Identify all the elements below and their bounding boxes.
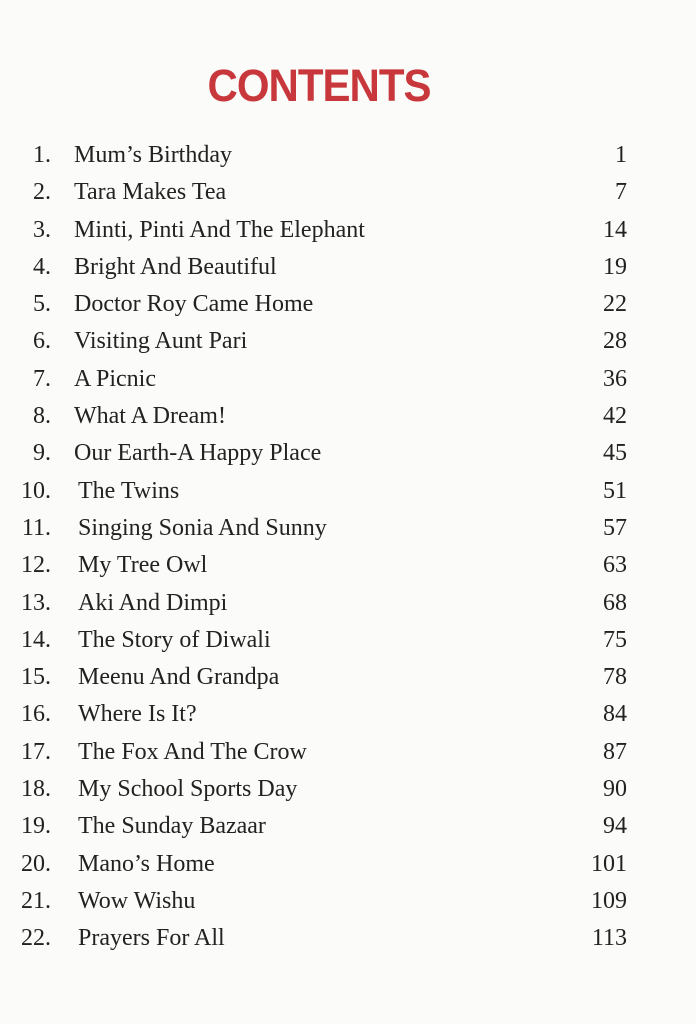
- toc-entry: [0, 659, 696, 696]
- chapter-title: Minti, Pinti And The Elephant: [74, 216, 365, 243]
- page-number: 75: [603, 626, 627, 653]
- page-number: 84: [603, 701, 627, 728]
- chapter-title: The Fox And The Crow: [78, 738, 307, 765]
- chapter-title: Singing Sonia And Sunny: [78, 514, 327, 541]
- toc-entry: [0, 920, 696, 957]
- toc-entry: [0, 510, 696, 547]
- chapter-title: Our Earth-A Happy Place: [74, 440, 322, 467]
- chapter-number: 17.: [21, 738, 51, 765]
- chapter-number: 16.: [21, 701, 51, 728]
- page-number: 87: [603, 738, 627, 765]
- chapter-title: My Tree Owl: [78, 552, 208, 579]
- chapter-title: Meenu And Grandpa: [78, 664, 280, 691]
- page-number: 63: [603, 552, 627, 579]
- chapter-title: My School Sports Day: [78, 776, 298, 803]
- page-number: 19: [603, 253, 627, 280]
- chapter-title: The Twins: [78, 477, 180, 504]
- toc-entry: [0, 435, 696, 472]
- toc-entry: [0, 696, 696, 733]
- chapter-number: 19.: [21, 813, 51, 840]
- chapter-title: A Picnic: [74, 365, 156, 392]
- chapter-number: 11.: [21, 514, 51, 541]
- chapter-number: 10.: [21, 477, 51, 504]
- chapter-number: 6.: [33, 328, 51, 355]
- toc-entry: [0, 734, 696, 771]
- page-number: 22: [603, 291, 627, 318]
- toc-entry: [0, 137, 696, 174]
- chapter-title: Wow Wishu: [78, 887, 196, 914]
- toc-entry: [0, 361, 696, 398]
- toc-entry: [0, 286, 696, 323]
- toc-entry: [0, 846, 696, 883]
- chapter-number: 12.: [21, 552, 51, 579]
- toc-entry: [0, 808, 696, 845]
- toc-entry: [0, 323, 696, 360]
- chapter-number: 14.: [21, 626, 51, 653]
- page-number: 36: [603, 365, 627, 392]
- chapter-title: Prayers For All: [78, 925, 225, 952]
- page-number: 45: [603, 440, 627, 467]
- chapter-title: What A Dream!: [74, 403, 226, 430]
- chapter-title: Doctor Roy Came Home: [74, 291, 314, 318]
- chapter-title: Bright And Beautiful: [74, 253, 277, 280]
- chapter-title: Visiting Aunt Pari: [74, 328, 248, 355]
- chapter-title: Mum’s Birthday: [74, 142, 233, 168]
- page-number: 109: [591, 887, 627, 914]
- page-number: 94: [603, 813, 627, 840]
- page-number: 113: [591, 925, 627, 952]
- toc-entry: [0, 212, 696, 249]
- chapter-number: 15.: [21, 664, 51, 691]
- page-number: 14: [603, 216, 627, 243]
- page-number: 78: [603, 664, 627, 691]
- chapter-number: 8.: [33, 403, 51, 430]
- toc-entry: [0, 473, 696, 510]
- chapter-number: 18.: [21, 776, 51, 803]
- chapter-number: 22.: [21, 925, 51, 952]
- chapter-title: Where Is It?: [78, 701, 197, 728]
- chapter-number: 5.: [33, 291, 51, 318]
- chapter-number: 21.: [21, 887, 51, 914]
- chapter-title: The Story of Diwali: [78, 626, 271, 653]
- toc-entry: [0, 249, 696, 286]
- table-of-contents: [0, 137, 696, 958]
- chapter-title: Tara Makes Tea: [74, 179, 227, 206]
- toc-entry: [0, 883, 696, 920]
- page-number: 90: [603, 776, 627, 803]
- page-number: 42: [603, 403, 627, 430]
- chapter-number: 7.: [33, 365, 51, 392]
- chapter-number: 1.: [33, 142, 51, 168]
- chapter-number: 4.: [33, 253, 51, 280]
- chapter-number: 20.: [21, 850, 51, 877]
- page-number: 101: [591, 850, 627, 877]
- toc-entry: [0, 622, 696, 659]
- chapter-number: 3.: [33, 216, 51, 243]
- page-number: 68: [603, 589, 627, 616]
- chapter-number: 13.: [21, 589, 51, 616]
- chapter-title: The Sunday Bazaar: [78, 813, 266, 840]
- toc-entry: [0, 547, 696, 584]
- page-number: 1: [615, 142, 627, 168]
- chapter-title: Mano’s Home: [78, 850, 215, 877]
- toc-entry: [0, 174, 696, 211]
- page-number: 57: [603, 514, 627, 541]
- toc-entry: [0, 398, 696, 435]
- page-number: 28: [603, 328, 627, 355]
- chapter-number: 9.: [33, 440, 51, 467]
- page-number: 7: [615, 179, 627, 206]
- toc-entry: [0, 585, 696, 622]
- page-title: CONTENTS: [207, 60, 431, 111]
- chapter-title: Aki And Dimpi: [78, 589, 228, 616]
- chapter-number: 2.: [33, 179, 51, 206]
- page-number: 51: [603, 477, 627, 504]
- toc-entry: [0, 771, 696, 808]
